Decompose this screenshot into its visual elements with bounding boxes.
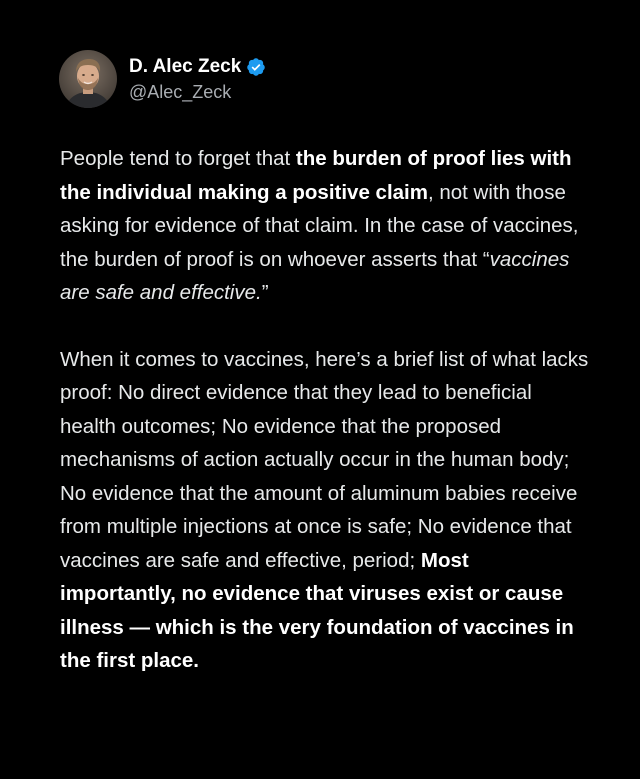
- text-span: People tend to forget that: [60, 147, 296, 170]
- tweet-paragraph-2: [60, 343, 590, 678]
- avatar-photo: [59, 50, 117, 108]
- display-name[interactable]: D. Alec Zeck: [129, 55, 242, 77]
- text-span: , not with those asking for evidence of that claim. In the case of vaccines, the burden of proof is on whoever asserts that “: [60, 180, 579, 271]
- avatar[interactable]: [59, 50, 117, 108]
- author-handle[interactable]: @Alec_Zeck: [129, 81, 232, 102]
- verified-badge-icon: [246, 57, 266, 77]
- bold-text-span: Most importantly, no evidence that viruses exist or cause illness — which is the very foundation of vaccines in the first place.: [60, 548, 574, 672]
- text-span: ”: [261, 281, 269, 304]
- author-name-row: [129, 56, 266, 78]
- text-span: When it comes to vaccines, here’s a brief list of what lacks proof: No direct evidence that they lead to beneficial health outcomes; No evidence that the proposed mechanisms of action actually occur in the human body; No evidence that the amount of aluminum babies receive from multiple injections at once is safe; No evidence that vaccines are safe and effective, period;: [60, 347, 589, 572]
- tweet-header: [59, 50, 266, 108]
- tweet-paragraph-1: [60, 142, 590, 310]
- bold-text-span: the burden of proof lies with the individual making a positive claim: [60, 147, 572, 204]
- author-info: [129, 56, 266, 103]
- tweet-text: [60, 142, 590, 678]
- italic-text-span: vaccines are safe and effective.: [60, 247, 570, 304]
